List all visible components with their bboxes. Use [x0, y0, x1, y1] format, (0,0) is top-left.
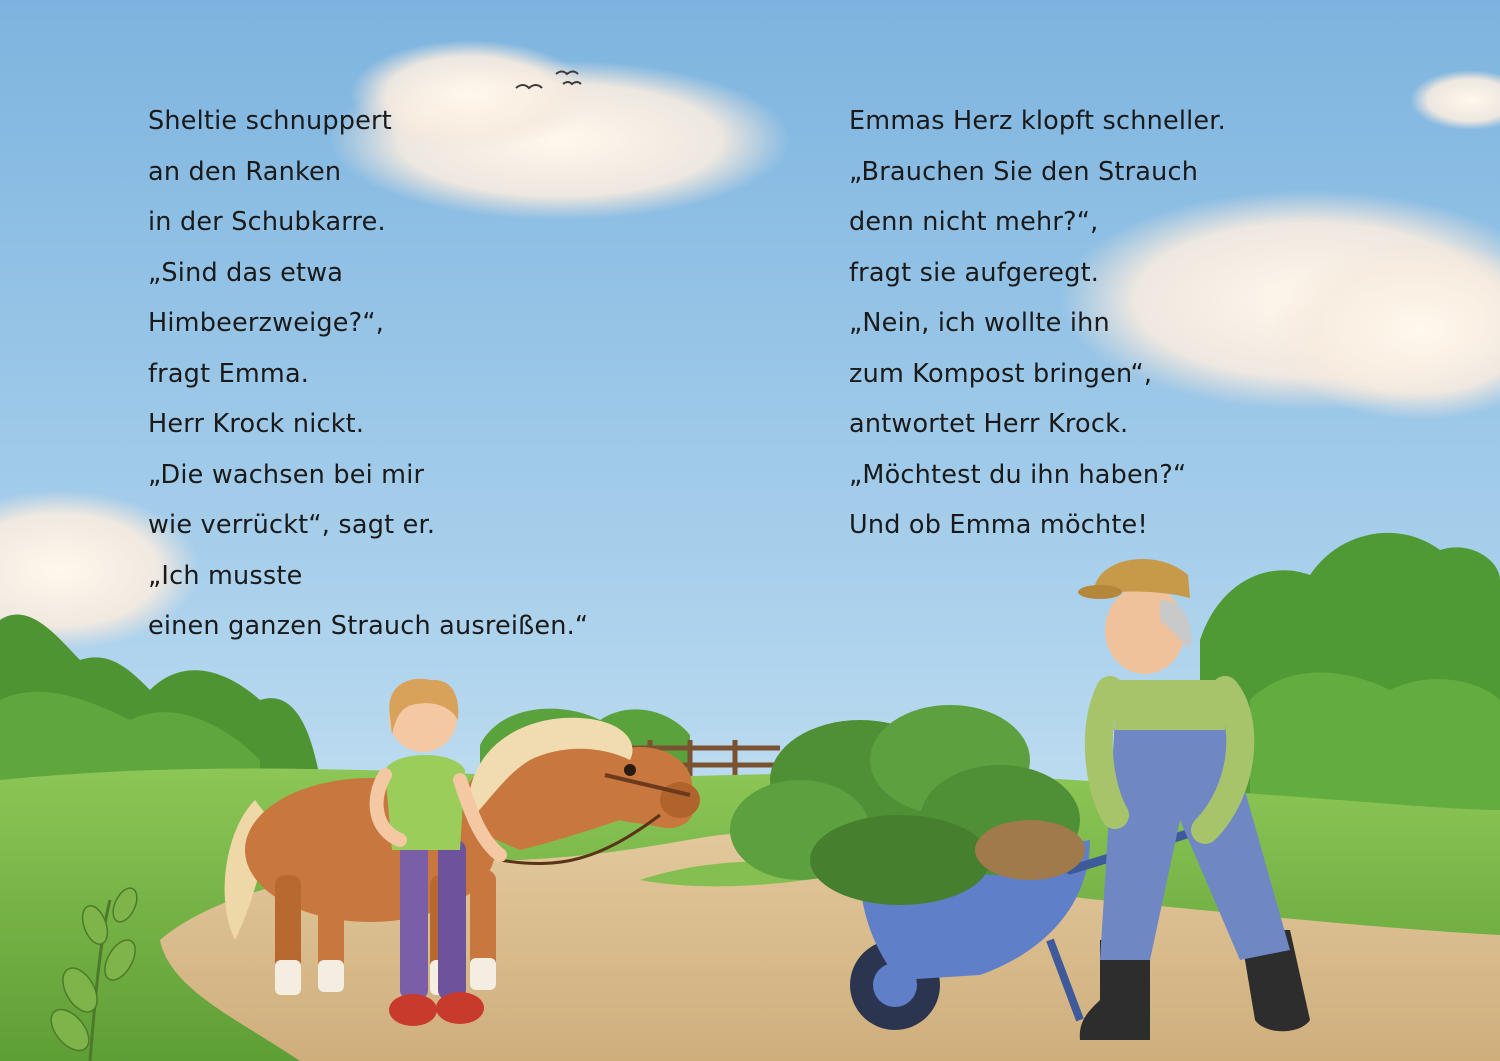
story-line: denn nicht mehr?“,: [849, 207, 1099, 237]
story-line: „Nein, ich wollte ihn: [849, 308, 1110, 338]
story-line: zum Kompost bringen“,: [849, 358, 1153, 389]
story-line: „Sind das etwa: [148, 257, 344, 288]
story-line: an den Ranken: [148, 156, 342, 187]
story-line: Himbeerzweige?“,: [148, 308, 385, 338]
story-line: Herr Krock nickt.: [148, 409, 365, 439]
story-line: „Möchtest du ihn haben?“: [849, 459, 1187, 490]
story-line: Und ob Emma möchte!: [849, 510, 1148, 540]
story-text-right: [849, 96, 1226, 551]
story-line: Emmas Herz klopft schneller.: [849, 106, 1226, 136]
story-line: fragt Emma.: [148, 358, 310, 389]
story-line: wie verrückt“, sagt er.: [148, 510, 436, 540]
story-line: einen ganzen Strauch ausreißen.“: [148, 611, 589, 641]
story-line: Sheltie schnuppert: [148, 106, 392, 136]
story-line: „Die wachsen bei mir: [148, 459, 425, 490]
story-line: fragt sie aufgeregt.: [849, 257, 1100, 288]
story-line: „Brauchen Sie den Strauch: [849, 156, 1199, 187]
story-line: antwortet Herr Krock.: [849, 409, 1129, 439]
story-line: „Ich musste: [148, 560, 303, 591]
story-line: in der Schubkarre.: [148, 207, 386, 237]
story-text-left: [148, 96, 588, 652]
